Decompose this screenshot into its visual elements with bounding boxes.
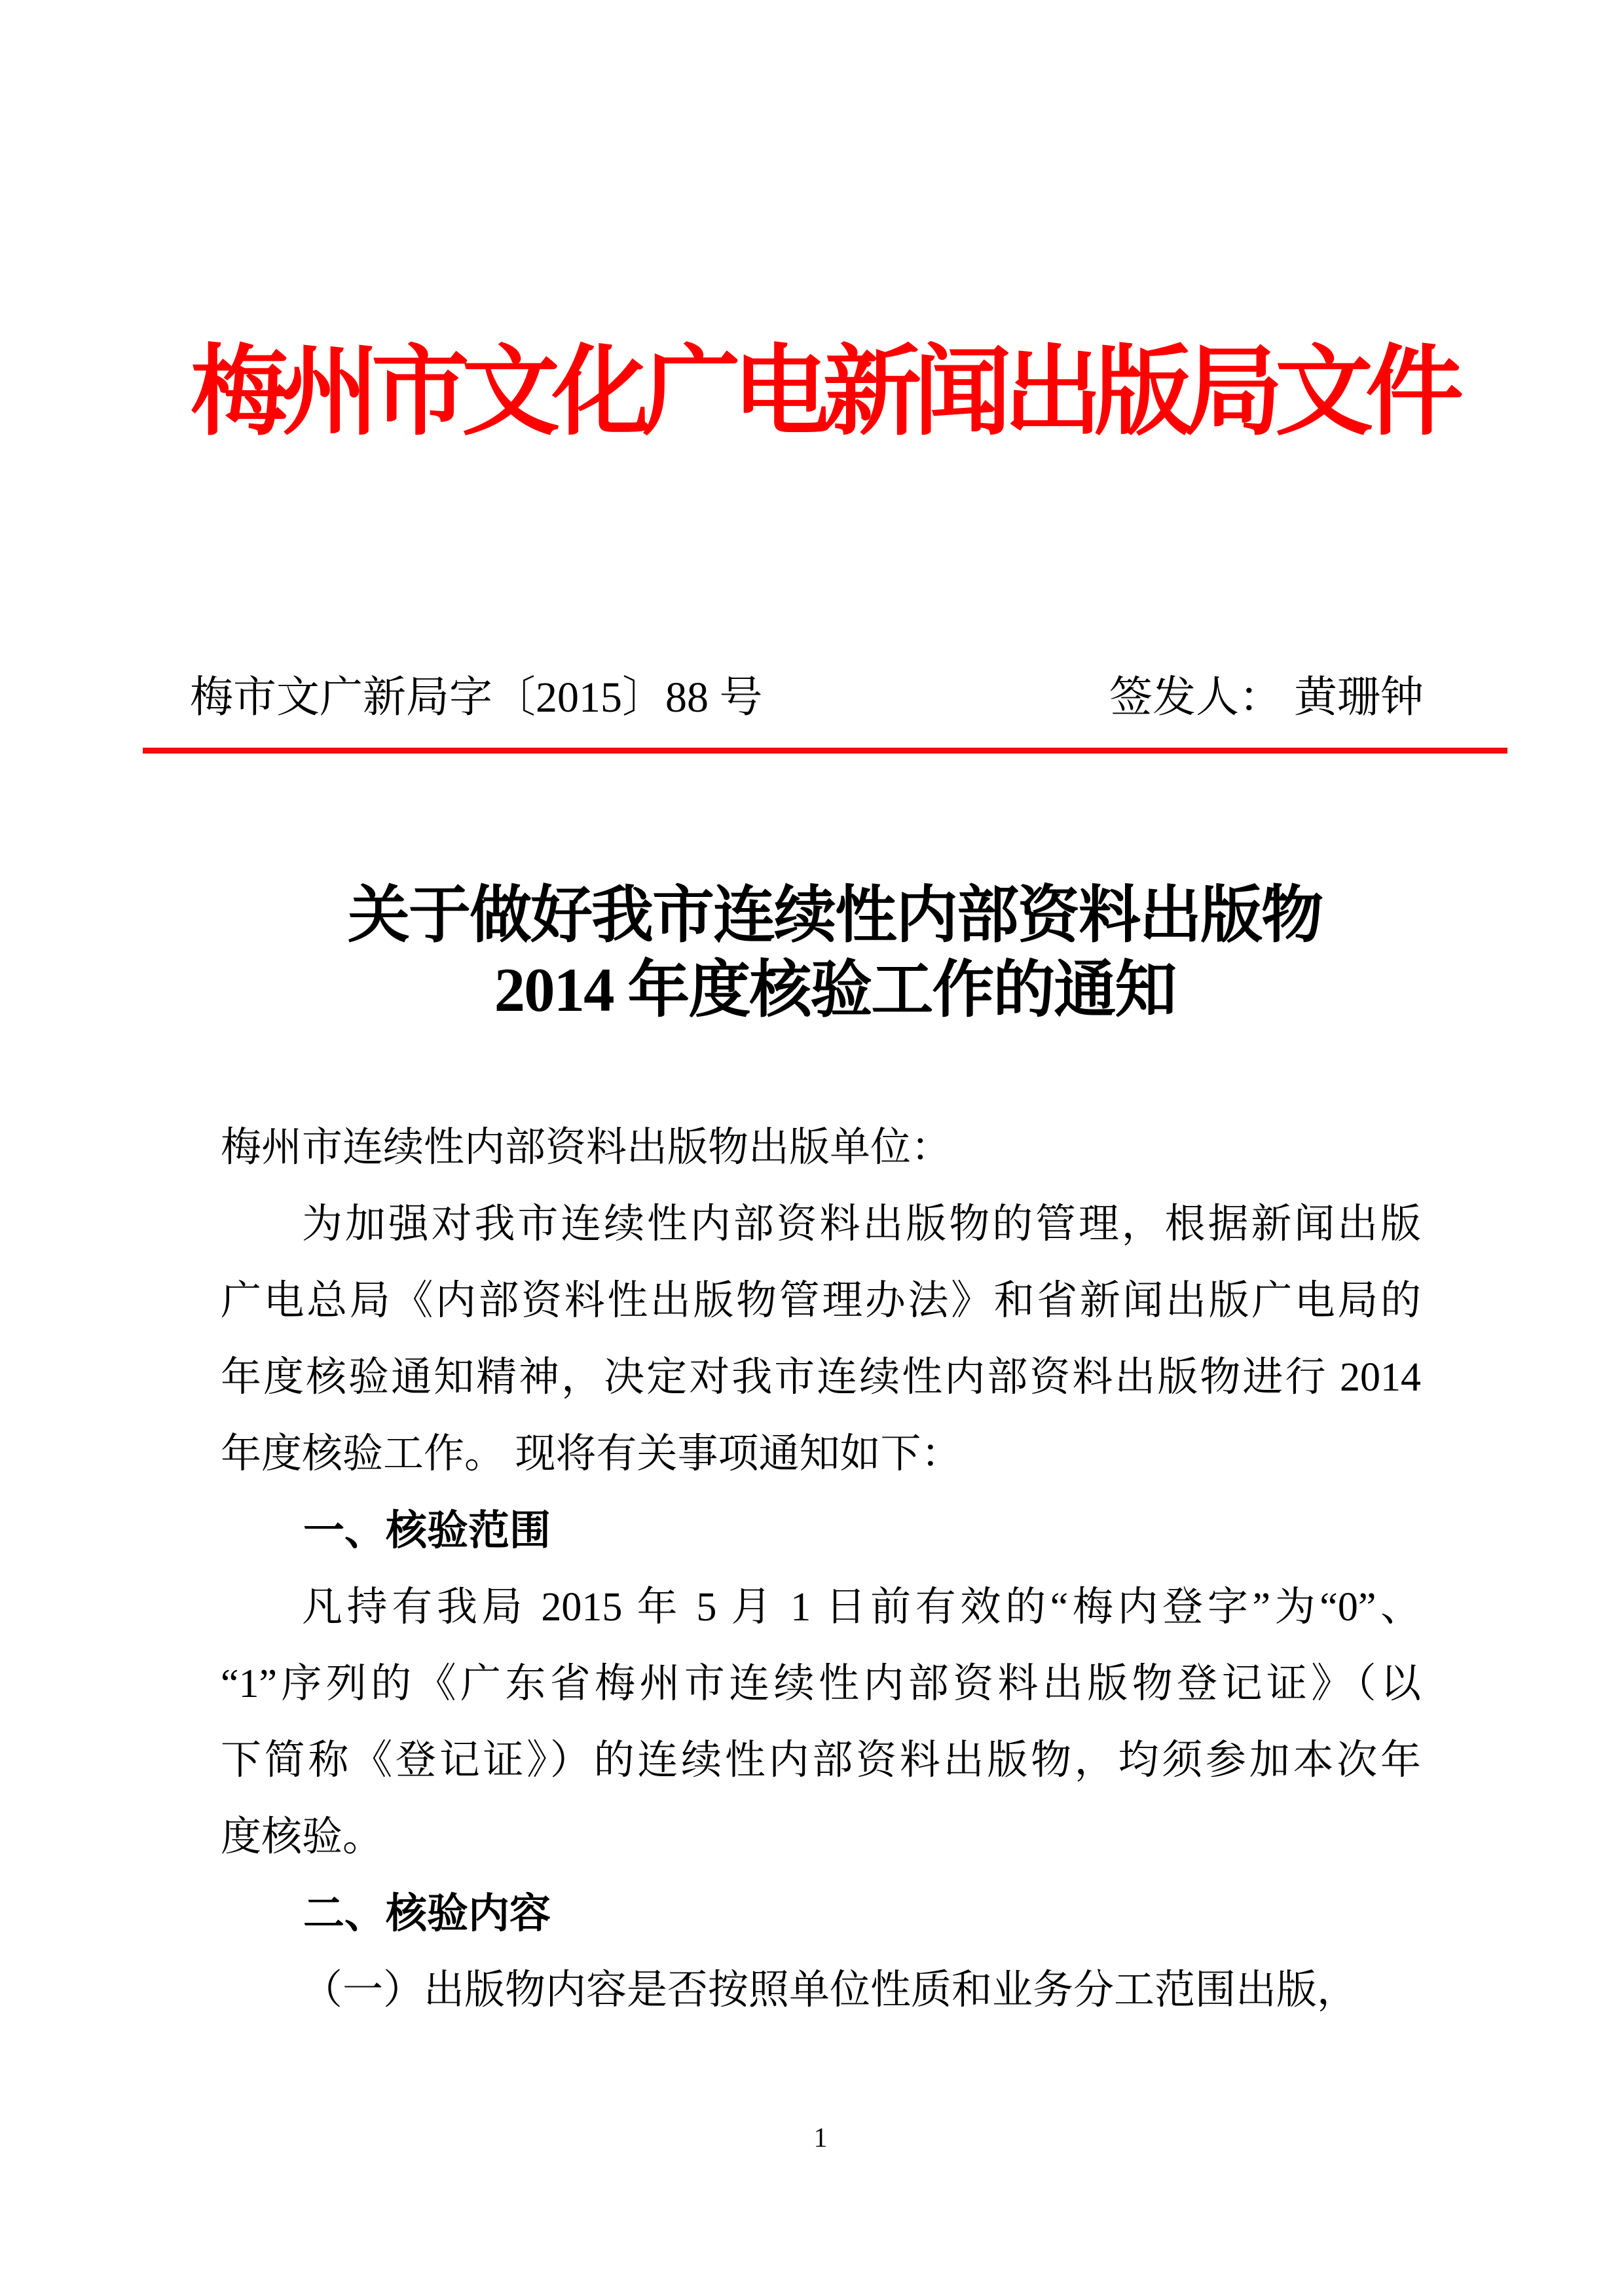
body-line: “1”序列的《广东省梅州市连续性内部资料出版物登记证》（以 — [221, 1662, 1421, 1706]
salutation-line: 梅州市连续性内部资料出版物出版单位： — [221, 1125, 952, 1170]
document-meta-row — [190, 672, 1424, 724]
body-line: 下简称《登记证》）的连续性内部资料出版物，均须参加本次年 — [221, 1738, 1421, 1783]
body-line: 凡持有我局 2015 年 5 月 1 日前有效的“梅内登字”为“0”、 — [302, 1585, 1421, 1630]
document-body — [221, 1110, 1421, 2029]
signer-label: 签发人： — [1109, 674, 1282, 721]
body-line: （一）出版物内容是否按照单位性质和业务分工范围出版， — [302, 1968, 1358, 2013]
document-title-line1: 关于做好我市连续性内部资料出版物 — [347, 881, 1322, 950]
section-heading-2: 二、核验内容 — [303, 1891, 551, 1937]
section-heading-1: 一、核验范围 — [303, 1508, 551, 1554]
signer — [1109, 672, 1424, 724]
red-divider-line — [143, 748, 1507, 754]
document-title-line2: 2014 年度核验工作的通知 — [494, 955, 1176, 1025]
page-number: 1 — [813, 2123, 828, 2153]
body-line: 度核验。 — [221, 1815, 384, 1859]
masthead-title: 梅州市文化广电新闻出版局文件 — [191, 338, 1456, 447]
signer-name: 黄珊钟 — [1294, 674, 1424, 721]
document-title — [0, 878, 1624, 1027]
body-line: 为加强对我市连续性内部资料出版物的管理，根据新闻出版 — [302, 1202, 1421, 1247]
body-line: 广电总局《内部资料性出版物管理办法》和省新闻出版广电局的 — [221, 1279, 1421, 1323]
document-number: 梅市文广新局字〔2015〕88 号 — [190, 674, 763, 721]
body-line: 年度核验通知精神，决定对我市连续性内部资料出版物进行 2014 — [221, 1355, 1421, 1400]
body-line: 年度核验工作。 现将有关事项通知如下： — [221, 1432, 962, 1476]
